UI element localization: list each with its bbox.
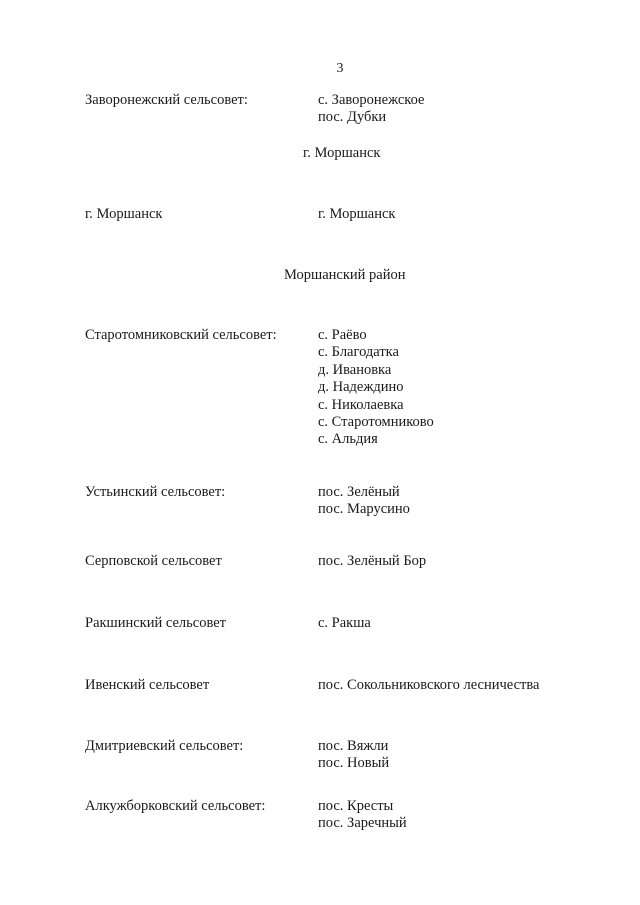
council-name: Алкужборковский сельсовет: xyxy=(85,798,266,814)
council-name: Ивенский сельсовет xyxy=(85,677,210,693)
village-item: г. Моршанск xyxy=(318,206,396,222)
village-item: пос. Зелёный xyxy=(318,484,400,500)
village-list xyxy=(318,615,371,632)
council-name: Ракшинский сельсовет xyxy=(85,615,226,631)
village-list xyxy=(318,92,424,127)
page-number: 3 xyxy=(336,61,344,76)
village-item: с. Заворонежское xyxy=(318,92,425,108)
village-item: пос. Дубки xyxy=(318,109,387,126)
village-item: пос. Кресты xyxy=(318,798,394,814)
village-list xyxy=(318,738,389,773)
village-item: пос. Заречный xyxy=(318,815,407,832)
village-item: пос. Марусино xyxy=(318,501,410,518)
village-item: с. Старотомниково xyxy=(318,414,434,431)
section-heading: г. Моршанск xyxy=(303,145,381,161)
village-list xyxy=(318,553,426,570)
village-list xyxy=(318,798,407,833)
section-heading: Моршанский район xyxy=(284,267,406,283)
village-item: д. Ивановка xyxy=(318,361,392,378)
council-name: Серповской сельсовет xyxy=(85,553,222,569)
council-name: Заворонежский сельсовет: xyxy=(85,92,248,108)
village-item: пос. Сокольниковского лесничества xyxy=(318,677,540,693)
village-list xyxy=(318,677,539,694)
council-name: Старотомниковский сельсовет: xyxy=(85,327,277,343)
council-name: Устьинский сельсовет: xyxy=(85,484,226,500)
village-item: д. Надеждино xyxy=(318,379,404,396)
village-item: пос. Зелёный Бор xyxy=(318,553,427,569)
village-list xyxy=(318,484,410,519)
council-name: г. Моршанск xyxy=(85,206,163,222)
village-item: пос. Вяжли xyxy=(318,738,389,754)
village-item: с. Николаевка xyxy=(318,396,404,413)
council-name: Дмитриевский сельсовет: xyxy=(85,738,244,754)
village-item: с. Раёво xyxy=(318,327,367,343)
village-item: пос. Новый xyxy=(318,755,390,772)
village-item: с. Ракша xyxy=(318,615,371,631)
village-item: с. Альдия xyxy=(318,431,378,448)
village-list xyxy=(318,206,395,223)
village-item: с. Благодатка xyxy=(318,344,399,361)
village-list xyxy=(318,327,434,449)
